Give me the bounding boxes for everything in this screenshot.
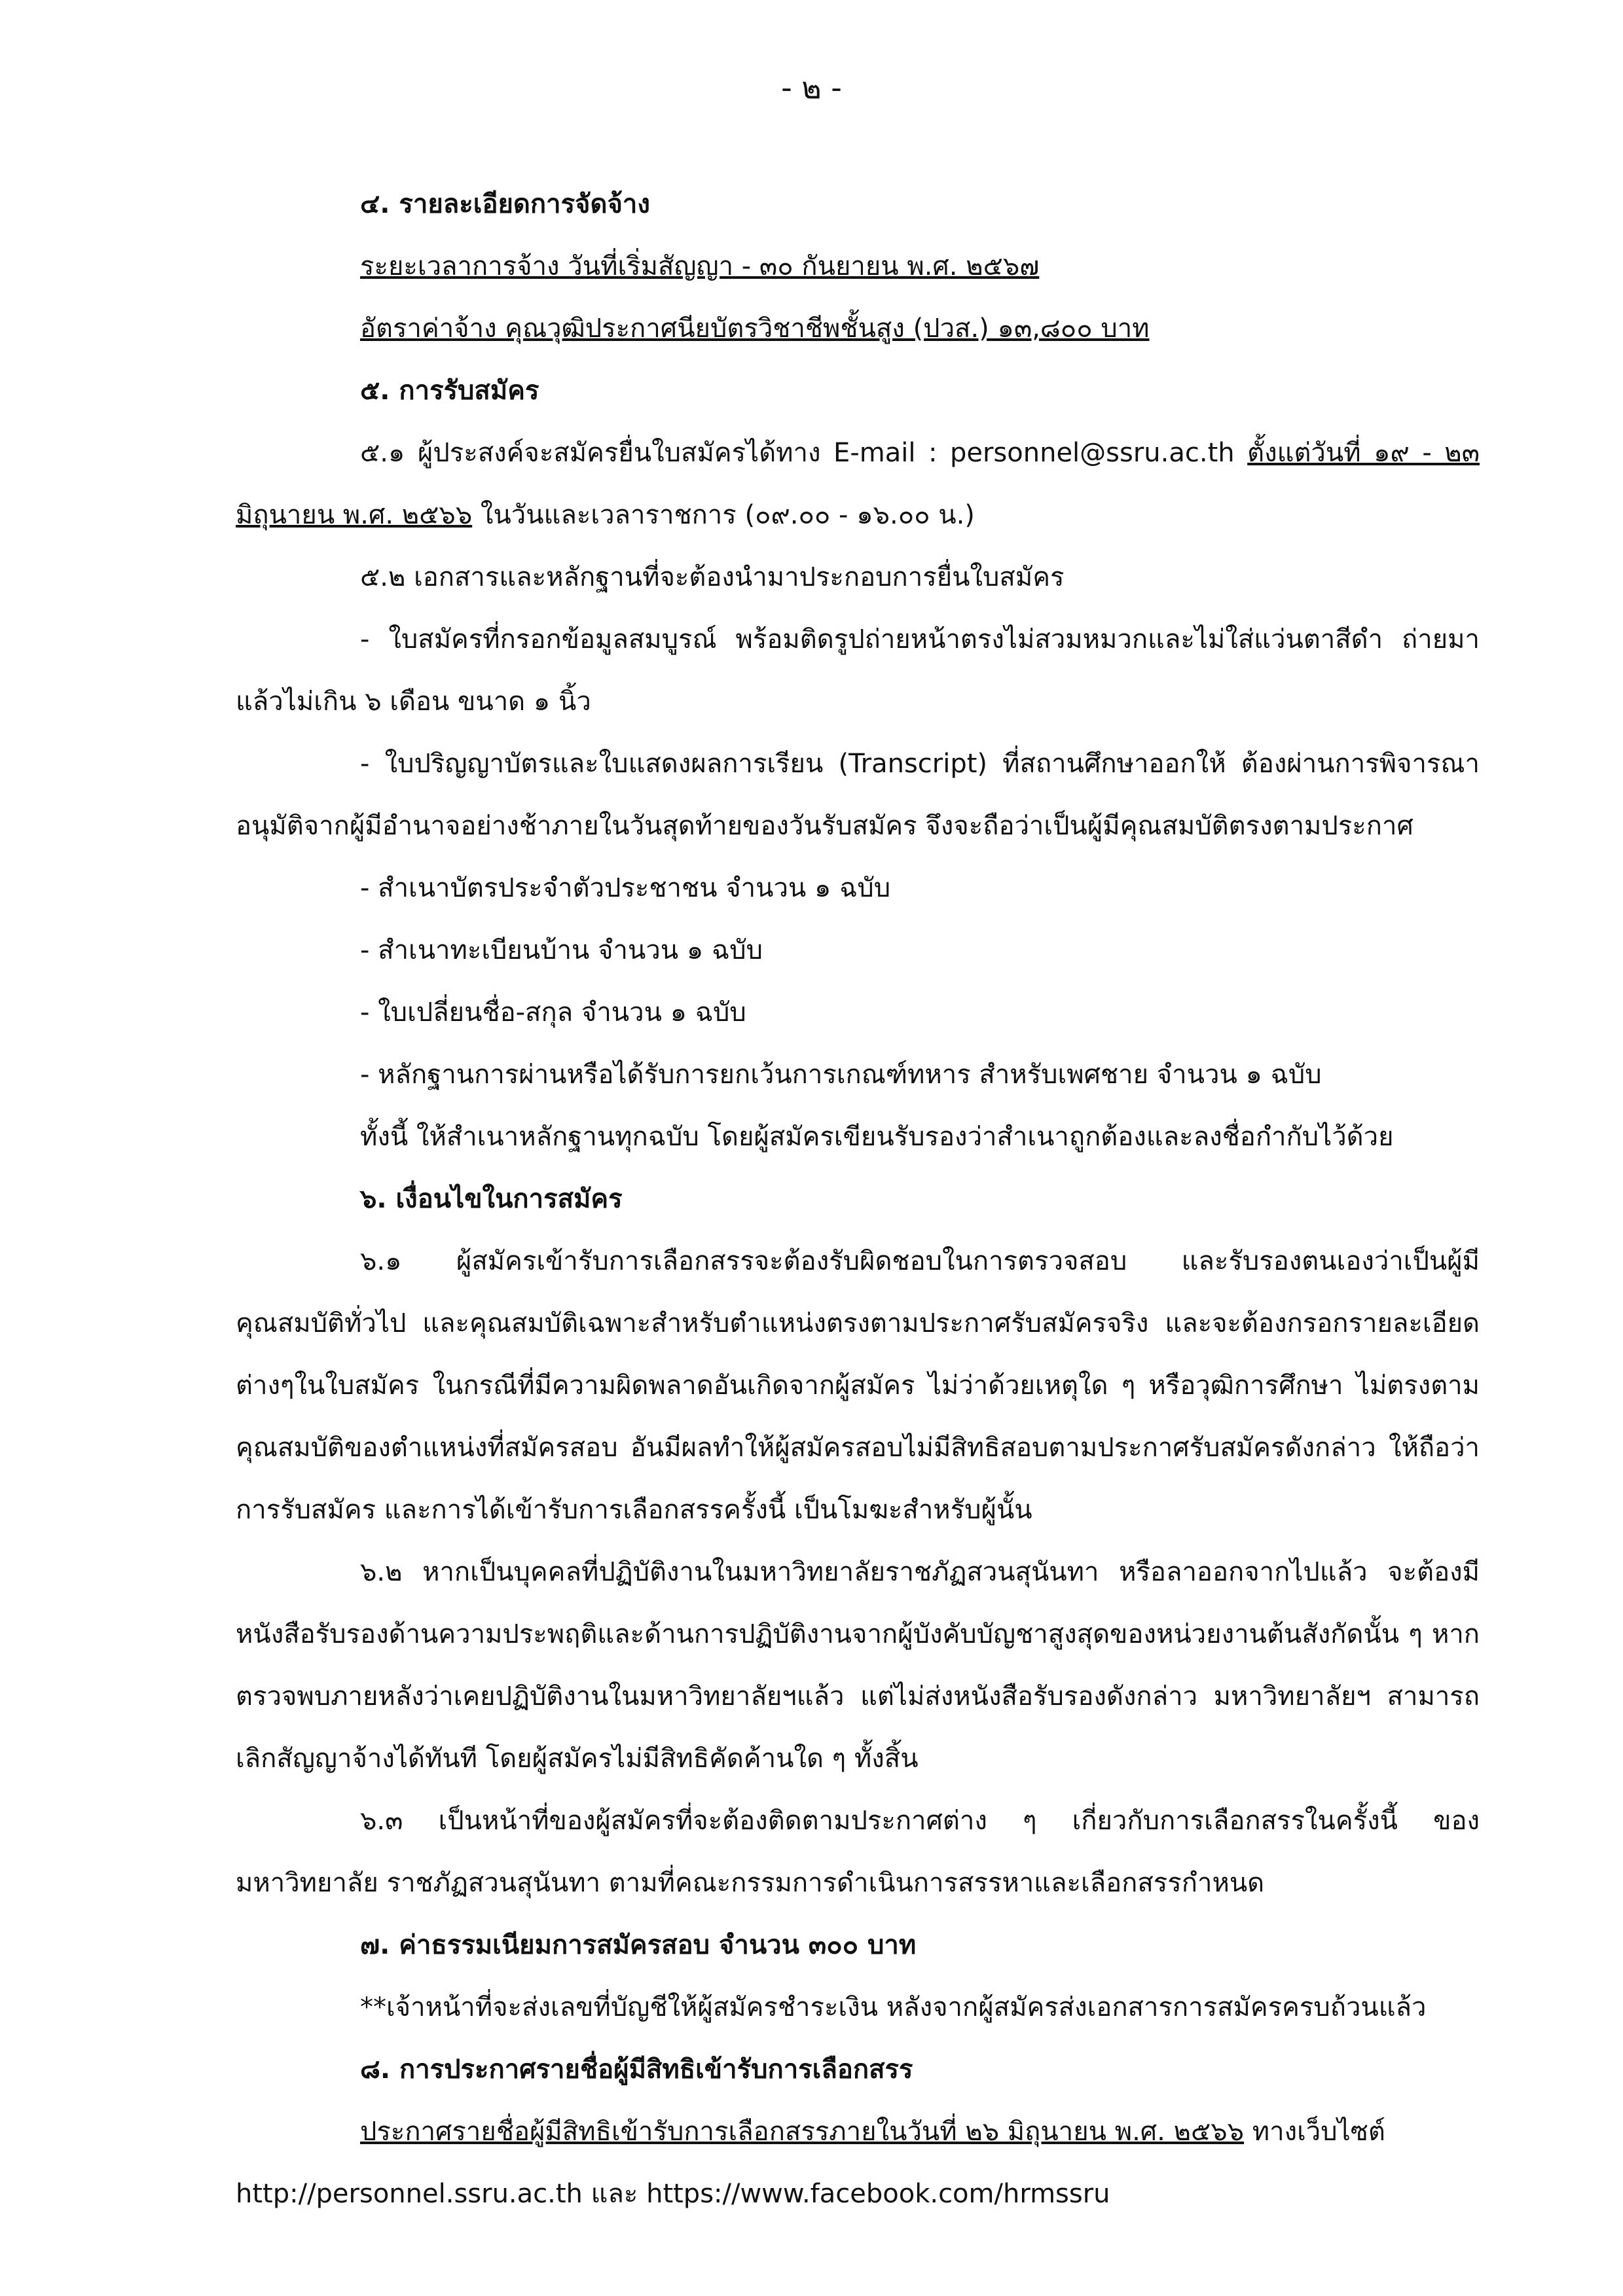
doc-item-application-form: - ใบสมัครที่กรอกข้อมูลสมบูรณ์ พร้อมติดรูปถ่ายหน้าตรงไม่สวมหมวกและไม่ใส่แว่นตาสีดำ ถ่ายมา <box>360 624 1480 655</box>
doc-item-application-form-cont: แล้วไม่เกิน ๖ เดือน ขนาด ๑ นิ้ว <box>236 687 591 717</box>
section-8-heading: ๘. การประกาศรายชื่อผู้มีสิทธิเข้ารับการเลือกสรร <box>360 2054 913 2085</box>
condition-6-2-line-3: ตรวจพบภายหลังว่าเคยปฏิบัติงานในมหาวิทยาลัยฯแล้ว แต่ไม่ส่งหนังสือรับรองดังกล่าว มหาวิทยาลัยฯ สามารถ <box>236 1681 1480 1712</box>
section-6-heading: ๖. เงื่อนไขในการสมัคร <box>360 1184 623 1214</box>
condition-6-1-line-1: ๖.๑ ผู้สมัครเข้ารับการเลือกสรรจะต้องรับผิดชอบในการตรวจสอบ และรับรองตนเองว่าเป็นผู้มี <box>360 1246 1480 1276</box>
condition-6-3-line-1: ๖.๓ เป็นหน้าที่ของผู้สมัครที่จะต้องติดตามประกาศต่าง ๆ เกี่ยวกับการเลือกสรรในครั้งนี้ ของ <box>360 1806 1480 1836</box>
doc-item-house-registration: - สำเนาทะเบียนบ้าน จำนวน ๑ ฉบับ <box>360 935 763 965</box>
application-line-1: ๕.๑ ผู้ประสงค์จะสมัครยื่นใบสมัครได้ทาง E-mail : personnel@ssru.ac.th ตั้งแต่วันที่ ๑๙ - ๒๓ <box>360 438 1480 468</box>
application-line-2: มิถุนายน พ.ศ. ๒๕๖๖ ในวันและเวลาราชการ (๐๙.๐๐ - ๑๖.๐๐ น.) <box>236 500 975 530</box>
section-5-heading: ๕. การรับสมัคร <box>360 376 539 406</box>
document-body <box>236 173 1480 2225</box>
announcement-date: ประกาศรายชื่อผู้มีสิทธิเข้ารับการเลือกสรรภายในวันที่ ๒๖ มิถุนายน พ.ศ. ๒๕๖๖ <box>360 2117 1245 2147</box>
condition-6-2-line-2: หนังสือรับรองด้านความประพฤติและด้านการปฏิบัติงานจากผู้บังคับบัญชาสูงสุดของหน่วยงานต้นสังกัดนั้น ๆ หาก <box>236 1619 1480 1649</box>
section-4-heading: ๔. รายละเอียดการจัดจ้าง <box>360 189 650 219</box>
condition-6-2-line-4: เลิกสัญญาจ้างได้ทันที โดยผู้สมัครไม่มีสิทธิคัดค้านใด ๆ ทั้งสิ้น <box>236 1744 919 1774</box>
condition-6-3-line-2: มหาวิทยาลัย ราชภัฏสวนสุนันทา ตามที่คณะกรรมการดำเนินการสรรหาและเลือกสรรกำหนด <box>236 1868 1265 1898</box>
announcement-line: ประกาศรายชื่อผู้มีสิทธิเข้ารับการเลือกสรรภายในวันที่ ๒๖ มิถุนายน พ.ศ. ๒๕๖๖ ทางเว็บไซต์ <box>360 2117 1385 2147</box>
doc-item-degree: - ใบปริญญาบัตรและใบแสดงผลการเรียน (Transcript) ที่สถานศึกษาออกให้ ต้องผ่านการพิจารณา <box>360 749 1480 779</box>
application-month: มิถุนายน พ.ศ. ๒๕๖๖ <box>236 500 473 530</box>
employment-period: ระยะเวลาการจ้าง วันที่เริ่มสัญญา - ๓๐ กันยายน พ.ศ. ๒๕๖๗ <box>360 251 1040 281</box>
fee-note: **เจ้าหน้าที่จะส่งเลขที่บัญชีให้ผู้สมัครชำระเงิน หลังจากผู้สมัครส่งเอกสารการสมัครครบถ้วนแล้ว <box>360 1992 1427 2022</box>
documents-note: ทั้งนี้ ให้สำเนาหลักฐานทุกฉบับ โดยผู้สมัครเขียนรับรองว่าสำเนาถูกต้องและลงชื่อกำกับไว้ด้วย <box>360 1122 1394 1152</box>
condition-6-2-line-1: ๖.๒ หากเป็นบุคคลที่ปฏิบัติงานในมหาวิทยาลัยราชภัฏสวนสุนันทา หรือลาออกจากไปแล้ว จะต้องมี <box>360 1557 1480 1587</box>
wage-rate: อัตราค่าจ้าง คุณวุฒิประกาศนียบัตรวิชาชีพชั้นสูง (ปวส.) ๑๓,๘๐๐ บาท <box>360 314 1150 344</box>
section-7-heading: ๗. ค่าธรรมเนียมการสมัครสอบ จำนวน ๓๐๐ บาท <box>360 1930 917 1960</box>
condition-6-1-line-2: คุณสมบัติทั่วไป และคุณสมบัติเฉพาะสำหรับตำแหน่งตรงตามประกาศรับสมัครจริง และจะต้องกรอกรายละเอียด <box>236 1308 1480 1338</box>
page-number: - ๒ - <box>781 70 842 105</box>
required-documents-intro: ๕.๒ เอกสารและหลักฐานที่จะต้องนำมาประกอบการยื่นใบสมัคร <box>360 562 1065 592</box>
doc-item-military: - หลักฐานการผ่านหรือได้รับการยกเว้นการเกณฑ์ทหาร สำหรับเพศชาย จำนวน ๑ ฉบับ <box>360 1060 1322 1090</box>
condition-6-1-line-5: การรับสมัคร และการได้เข้ารับการเลือกสรรครั้งนี้ เป็นโมฆะสำหรับผู้นั้น <box>236 1495 1032 1525</box>
doc-item-degree-cont: อนุมัติจากผู้มีอำนาจอย่างช้าภายในวันสุดท้ายของวันรับสมัคร จึงจะถือว่าเป็นผู้มีคุณสมบัติตรงตามประกาศ <box>236 811 1413 841</box>
application-dates: ตั้งแต่วันที่ ๑๙ - ๒๓ <box>1247 438 1480 468</box>
doc-item-id-card: - สำเนาบัตรประจำตัวประชาชน จำนวน ๑ ฉบับ <box>360 873 891 903</box>
condition-6-1-line-3: ต่างๆในใบสมัคร ในกรณีที่มีความผิดพลาดอันเกิดจากผู้สมัคร ไม่ว่าด้วยเหตุใด ๆ หรือวุฒิการศึกษา ไม่ตรงตาม <box>236 1371 1480 1401</box>
doc-item-name-change: - ใบเปลี่ยนชื่อ-สกุล จำนวน ๑ ฉบับ <box>360 997 746 1028</box>
condition-6-1-line-4: คุณสมบัติของตำแหน่งที่สมัครสอบ อันมีผลทำให้ผู้สมัครสอบไม่มีสิทธิสอบตามประกาศรับสมัครดังกล่าว ให้ถือว่า <box>236 1433 1480 1463</box>
announcement-links: http://personnel.ssru.ac.th และ https://www.facebook.com/hrmssru <box>236 2179 1110 2209</box>
